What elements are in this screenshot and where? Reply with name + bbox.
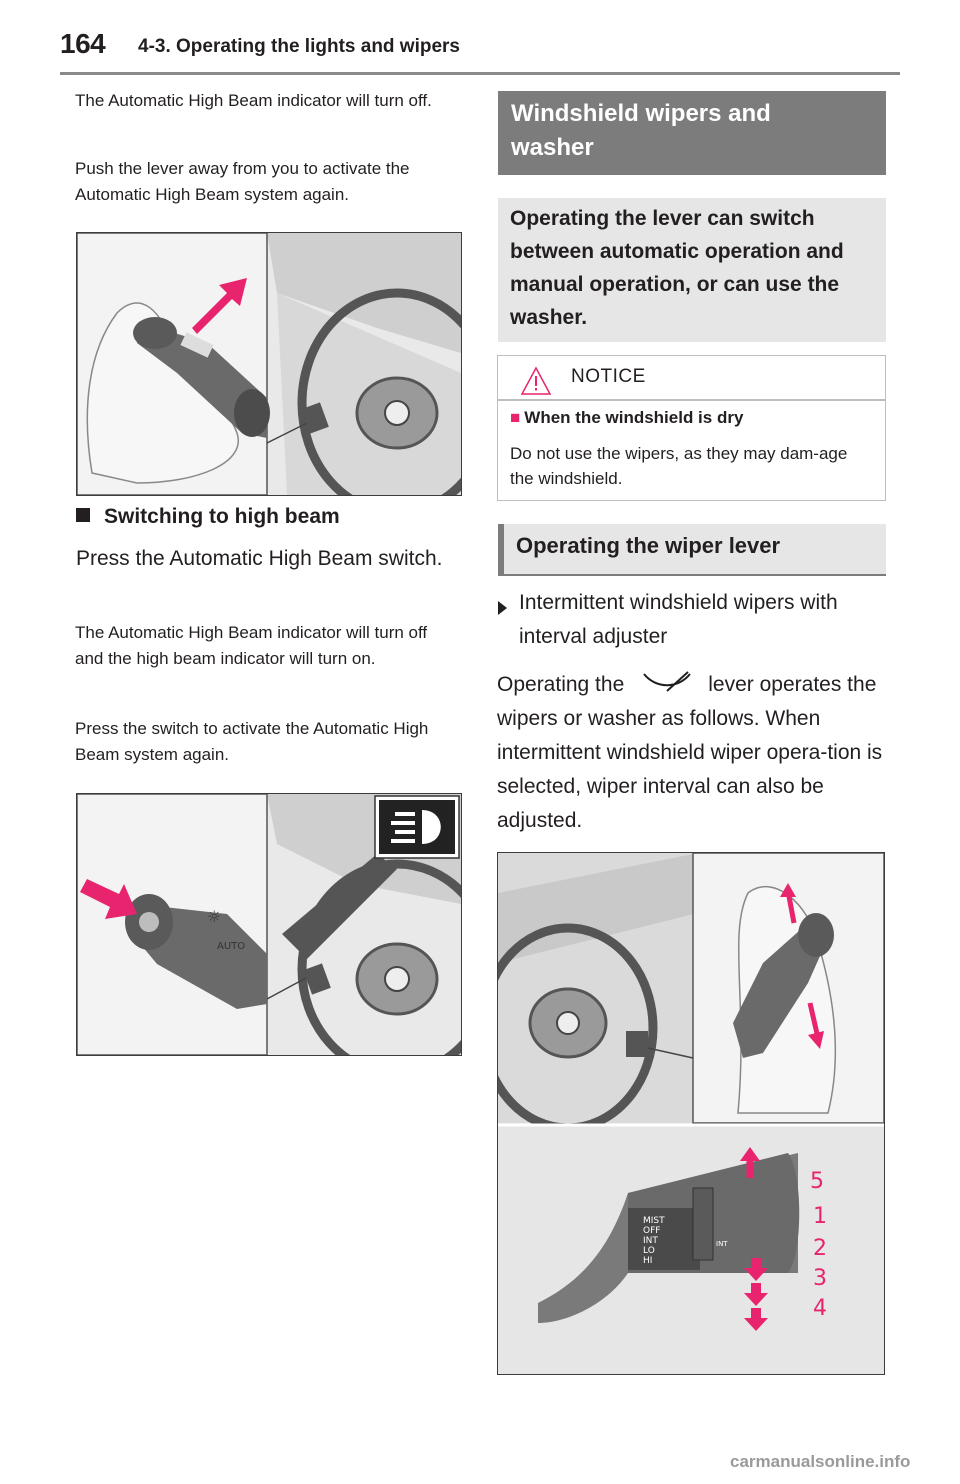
watermark: carmanualsonline.info (730, 1452, 911, 1471)
section-heading-box (498, 524, 886, 576)
lever-label-off: OFF (643, 1226, 661, 1236)
paragraph-press-switch-again: Press the switch to activate the Automatic High Beam system again. (75, 719, 429, 764)
title-box-windshield (498, 91, 886, 175)
title-windshield-wipers: Windshield wipers and washer (511, 100, 771, 161)
notice-subheading-text: When the windshield is dry (524, 408, 744, 427)
callout-3: 3 (813, 1266, 827, 1291)
svg-text:☼: ☼ (207, 907, 222, 926)
section-title: 4-3. Operating the lights and wipers (138, 36, 460, 57)
headlight-icon (375, 796, 459, 858)
section-heading-text: Operating the wiper lever (516, 533, 781, 558)
square-bullet-icon (76, 508, 90, 522)
wiper-icon (626, 669, 708, 695)
callout-4: 4 (813, 1296, 827, 1321)
wiper-description (497, 668, 885, 838)
callout-2: 2 (813, 1236, 827, 1261)
callout-5: 5 (810, 1169, 824, 1194)
paragraph-high-beam-on: The Automatic High Beam indicator will turn off and the high beam indicator will turn on. (75, 623, 428, 668)
section-heading-bar (498, 524, 504, 574)
header-rule (60, 72, 900, 75)
notice-subheading (510, 408, 743, 428)
subheading-switching-to-high-beam (76, 505, 340, 529)
intro-text: Operating the lever can switch between automatic operation and manual operation, or can use the washer. (510, 207, 844, 329)
figure-press-switch (76, 793, 462, 1056)
notice-label: NOTICE (571, 366, 646, 387)
bullet-intermittent (498, 586, 886, 654)
svg-text:AUTO: AUTO (217, 941, 246, 952)
subheading-text: Switching to high beam (104, 505, 340, 528)
lever-label-hi: HI (643, 1256, 653, 1266)
body-after-icon: lever operates the wipers or washer as follows. When intermittent windshield wiper opera-tion is selected, wiper interval can also be adjusted. (497, 673, 883, 832)
figure-wiper-lever (497, 852, 885, 1375)
lever-label-int: INT (643, 1236, 658, 1246)
square-bullet-icon: ■ (510, 408, 521, 427)
bullet-text: Intermittent windshield wipers with interval adjuster (519, 591, 838, 648)
figure-push-lever (76, 232, 462, 496)
paragraph-indicator-off: The Automatic High Beam indicator will turn off. (75, 91, 432, 110)
lever-label-mist: MIST (643, 1216, 665, 1226)
callout-1: 1 (813, 1204, 827, 1229)
warning-triangle-icon (520, 366, 552, 396)
page-number: 164 (60, 28, 106, 59)
notice-box (497, 355, 886, 501)
lever-int-dial-label: INT (716, 1240, 728, 1248)
body-before-icon: Operating the (497, 673, 625, 696)
arrow-bullet-icon (498, 586, 519, 654)
notice-divider (498, 399, 885, 401)
lever-label-lo: LO (643, 1246, 655, 1256)
instruction-press-switch: Press the Automatic High Beam switch. (76, 547, 443, 570)
notice-text: Do not use the wipers, as they may dam-age the windshield. (510, 444, 848, 488)
intro-box (498, 198, 886, 342)
paragraph-push-lever: Push the lever away from you to activate the Automatic High Beam system again. (75, 159, 410, 204)
